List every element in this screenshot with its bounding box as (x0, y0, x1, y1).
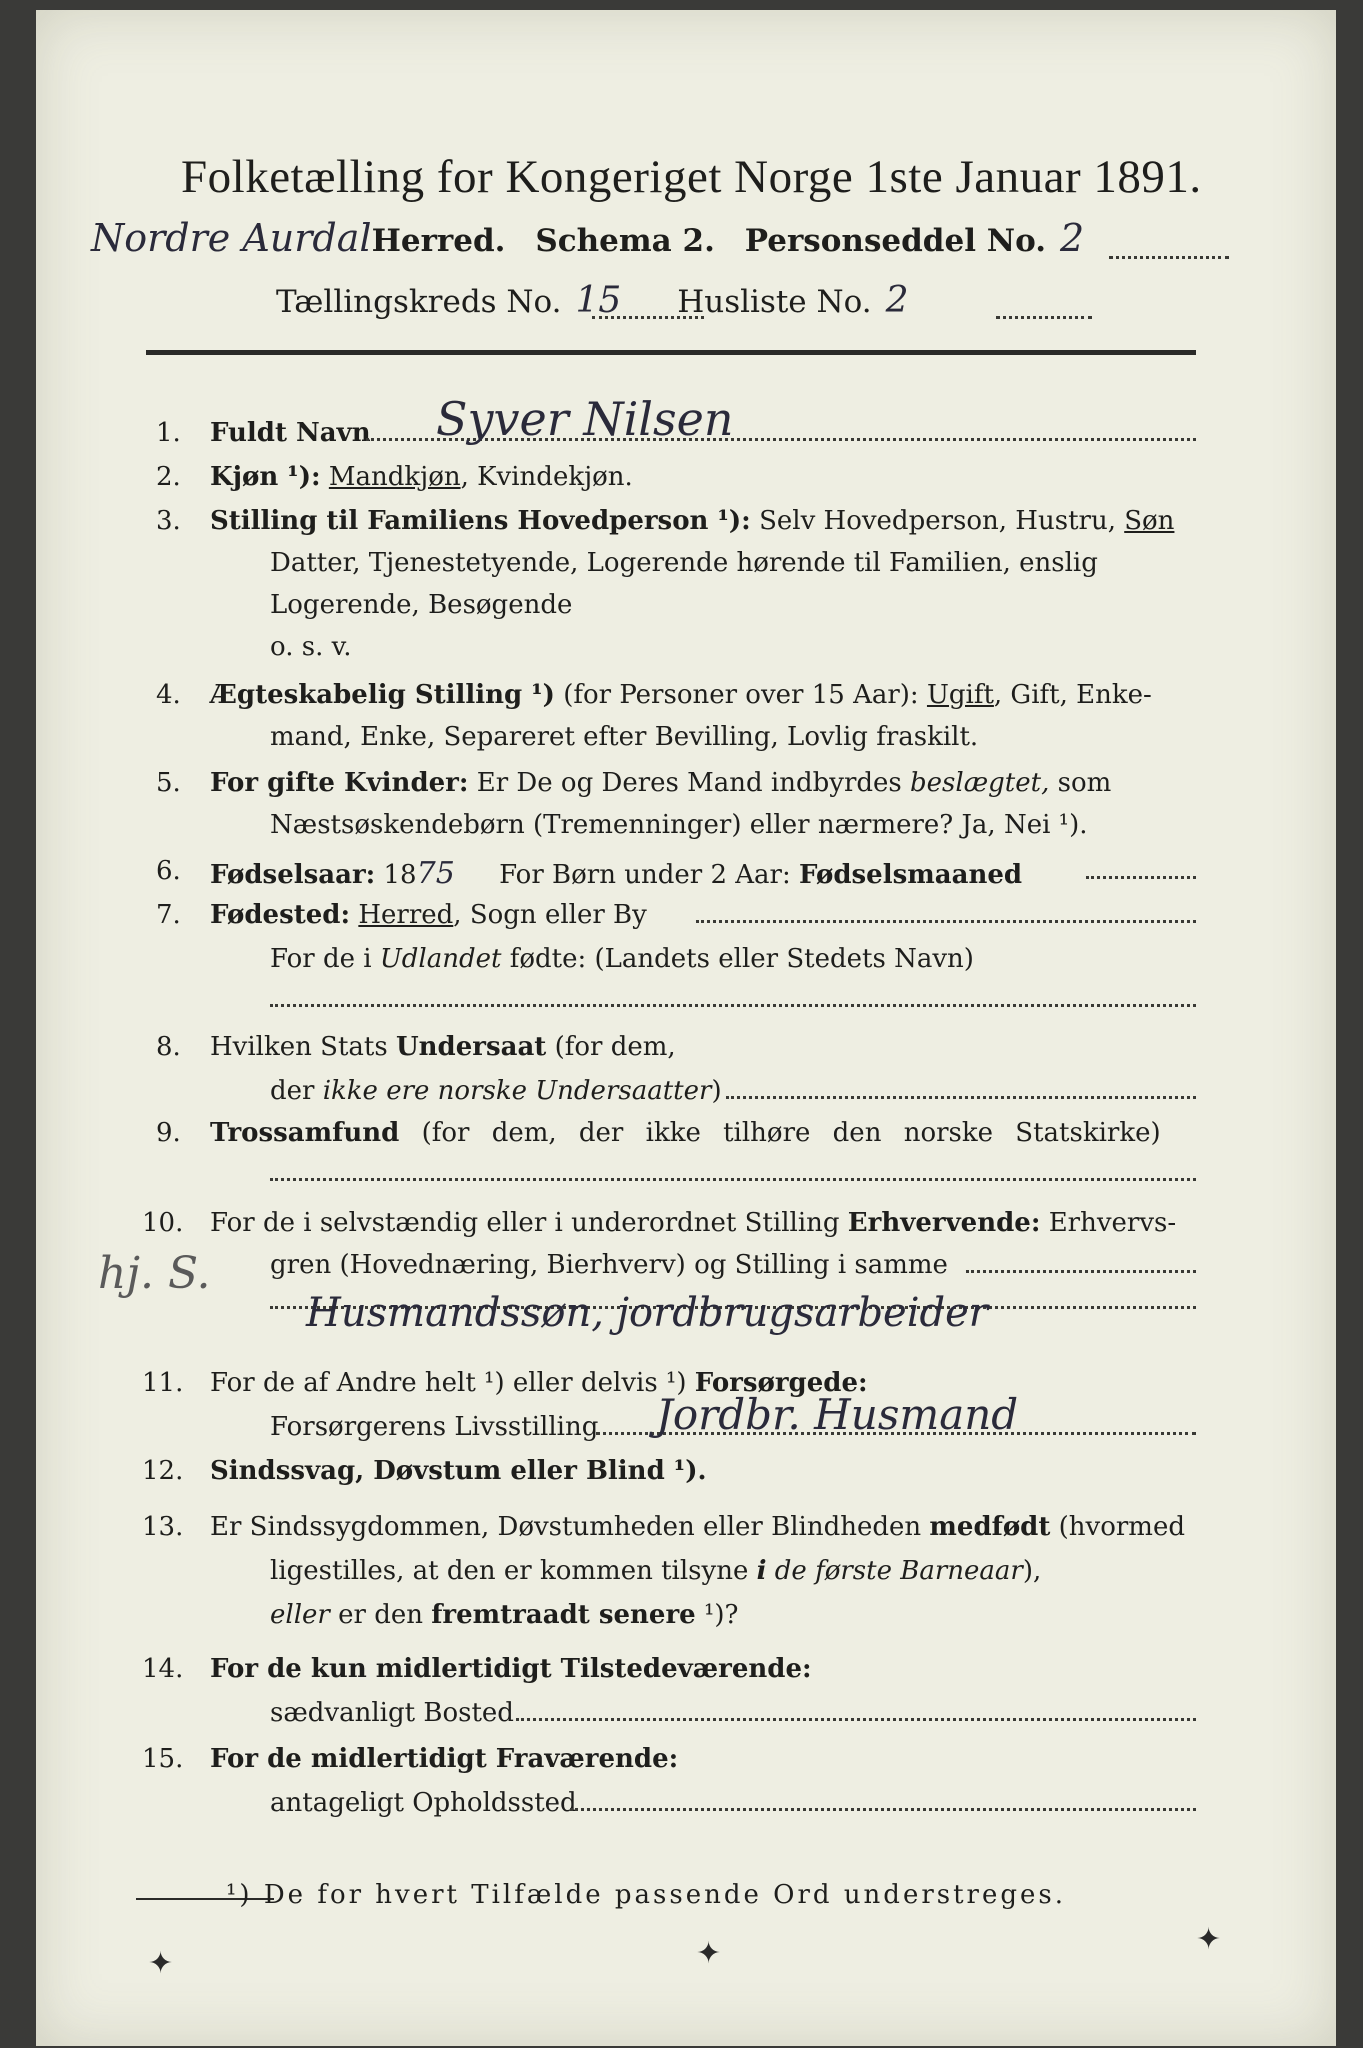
q8-text1: (for dem, (554, 1032, 676, 1062)
q8-dots (726, 1096, 1196, 1099)
q4-line1 (210, 680, 1152, 710)
q3-text2: Datter, Tjenestetyende, Logerende hørende til Familien, enslig (270, 548, 1098, 578)
q11-answer: Jordbr. Husmand (656, 1390, 1019, 1439)
q13-text1a: Er Sindssygdommen, Døvstumheden eller Blindheden (210, 1512, 922, 1542)
q13-line3 (270, 1600, 738, 1630)
q9-line (210, 1118, 1161, 1148)
q13-text2a: ligestilles, at den er kommen tilsyne (270, 1556, 749, 1586)
q4-text1b: , Gift, Enke- (993, 680, 1152, 710)
q8-label-b: Undersaat (395, 1032, 547, 1062)
item-number: 2. (156, 462, 181, 492)
q8-label: Hvilken Stats (210, 1032, 388, 1062)
q7-line2 (270, 944, 974, 974)
q13-text2c: de første Barneaar (774, 1556, 1023, 1586)
q7-dots (696, 920, 1196, 923)
q14-text2: sædvanligt Bosted (270, 1698, 514, 1728)
pin-mark-icon: ✦ (696, 1936, 722, 1971)
q3-text4: o. s. v. (270, 632, 352, 662)
q10-label: Erhvervende: (847, 1208, 1041, 1238)
q4-option-ugift: Ugift (926, 680, 994, 710)
q13-text2b: i (756, 1556, 767, 1586)
q8-line2: der ikke ere norske Undersaatter) (270, 1076, 722, 1106)
q7-label: Fødested: (210, 900, 351, 930)
q13-text1b: (hvormed (1058, 1512, 1185, 1542)
q5-line1 (210, 768, 1111, 798)
form-title: Folketælling for Kongeriget Norge 1ste Januar 1891. (181, 151, 1202, 203)
q5-text1c: som (1057, 768, 1112, 798)
q13-text3b: er den (338, 1600, 423, 1630)
schema-label: Schema 2. (535, 223, 715, 259)
q7-option-herred: Herred (358, 900, 454, 930)
kreds-dots (592, 316, 704, 319)
q11-text2: Forsørgerens Livsstilling (270, 1412, 599, 1442)
q13-line1 (210, 1512, 1185, 1542)
q6-label2: Fødselsmaaned (798, 860, 1023, 890)
q13-line2: ligestilles, at den er kommen tilsyne i de første Barneaar), (270, 1556, 1042, 1586)
item-number: 10. (142, 1208, 184, 1238)
item-number: 11. (142, 1368, 184, 1398)
q11-label: Forsørgede: (694, 1368, 868, 1398)
herred-label: Herred. (371, 223, 506, 259)
q6-label: Fødselsaar: (210, 860, 376, 890)
item-number: 6. (156, 856, 181, 886)
q9-label: Trossamfund (210, 1118, 400, 1148)
pin-mark-icon: ✦ (1196, 1922, 1222, 1957)
q2-option-kvindekjon: , Kvindekjøn. (460, 462, 633, 492)
q5-text1b: beslægtet, (910, 768, 1050, 798)
q6-text: For Børn under 2 Aar: (499, 860, 791, 890)
q7-text2a: For de i (270, 944, 372, 974)
item-number: 1. (156, 418, 181, 448)
personseddel-dots (1109, 256, 1229, 259)
item-number: 12. (142, 1456, 184, 1486)
kreds-handwritten: 15 (575, 280, 622, 321)
husliste-handwritten: 2 (885, 280, 909, 321)
q4-text2: mand, Enke, Separeret efter Bevilling, Lovlig fraskilt. (270, 722, 979, 752)
q3-text3: Logerende, Besøgende (270, 590, 573, 620)
q7-dots2 (270, 1004, 1196, 1007)
item-number: 7. (156, 900, 181, 930)
personseddel-label: Personseddel No. (744, 223, 1047, 259)
header-rule (146, 350, 1196, 355)
personseddel-handwritten: 2 (1060, 216, 1085, 260)
footnote: ¹) De for hvert Tilfælde passende Ord understreges. (226, 1880, 1067, 1910)
q12-label: Sindssvag, Døvstum eller Blind ¹). (210, 1456, 707, 1486)
q3-label: Stilling til Familiens Hovedperson ¹): (210, 506, 751, 536)
q4-label: Ægteskabelig Stilling ¹) (210, 680, 555, 710)
q7-text2c: fødte: (Landets eller Stedets Navn) (509, 944, 974, 974)
pin-mark-icon: ✦ (148, 1946, 174, 1981)
q8-text2b: ikke ere norske Undersaatter (322, 1076, 712, 1106)
item-number: 15. (142, 1744, 184, 1774)
q10-answer: Husmandssøn, jordbrugsarbeider (306, 1290, 988, 1336)
q6-line (210, 856, 1022, 891)
q9-text: (for dem, der ikke tilhøre den norske Statskirke) (421, 1118, 1161, 1148)
q2-line (210, 462, 633, 492)
husliste-label: Husliste No. (677, 284, 872, 320)
margin-note: hj. S. (98, 1248, 211, 1299)
q5-label: For gifte Kvinder: (210, 768, 469, 798)
q7-text2b: Udlandet (379, 944, 502, 974)
q10-dots (966, 1270, 1196, 1273)
item-number: 9. (156, 1118, 181, 1148)
q8-line1 (210, 1032, 676, 1062)
census-form-sheet (36, 10, 1336, 2046)
q14-dots (516, 1718, 1196, 1721)
q10-text2: gren (Hovednæring, Bierhverv) og Stilling i samme (270, 1250, 948, 1280)
q3-text1: Selv Hovedperson, Hustru, (759, 506, 1116, 536)
herred-handwritten: Nordre Aurdal (91, 216, 372, 260)
item-number: 5. (156, 768, 181, 798)
q14-label: For de kun midlertidigt Tilstedeværende: (210, 1654, 812, 1684)
q15-text2: antageligt Opholdssted (270, 1788, 577, 1818)
kreds-line (276, 280, 909, 321)
q6-answer: 75 (416, 856, 455, 891)
q5-text2: Næstsøskendebørn (Tremenninger) eller nærmere? Ja, Nei ¹). (270, 810, 1088, 840)
husliste-dots (996, 316, 1092, 319)
q3-line1 (210, 506, 1174, 536)
q15-label: For de midlertidigt Fraværende: (210, 1744, 679, 1774)
q4-text1: (for Personer over 15 Aar): (563, 680, 919, 710)
q13-text3a: eller (270, 1600, 330, 1630)
q5-text1a: Er De og Deres Mand indbyrdes (476, 768, 902, 798)
q2-option-mandkjon: Mandkjøn (328, 462, 461, 492)
q1-answer: Syver Nilsen (436, 392, 734, 446)
item-number: 13. (142, 1512, 184, 1542)
q10-text1a: For de i selvstændig eller i underordnet Stilling (210, 1208, 840, 1238)
item-number: 14. (142, 1654, 184, 1684)
q13-text3c: fremtraadt senere (431, 1600, 696, 1630)
q6-dots (1086, 876, 1196, 879)
q7-text: , Sogn eller By (453, 900, 647, 930)
item-number: 4. (156, 680, 181, 710)
q8-text2a: der (270, 1076, 315, 1106)
q3-option-son: Søn (1124, 506, 1175, 536)
q11-text1a: For de af Andre helt ¹) eller delvis ¹) (210, 1368, 687, 1398)
q1-label: Fuldt Navn (210, 418, 371, 448)
q13-label: medfødt (929, 1512, 1051, 1542)
q7-line1 (210, 900, 647, 930)
item-number: 3. (156, 506, 181, 536)
q6-prefix: 18 (383, 860, 417, 890)
q9-dots (270, 1178, 1196, 1181)
q2-label: Kjøn ¹): (210, 462, 321, 492)
q10-text1b: Erhvervs- (1048, 1208, 1177, 1238)
q10-line1 (210, 1208, 1176, 1238)
q15-dots (570, 1808, 1196, 1811)
item-number: 8. (156, 1032, 181, 1062)
q13-text3d: ¹)? (703, 1600, 739, 1630)
kreds-label: Tællingskreds No. (276, 284, 562, 320)
herred-line (91, 216, 1084, 260)
